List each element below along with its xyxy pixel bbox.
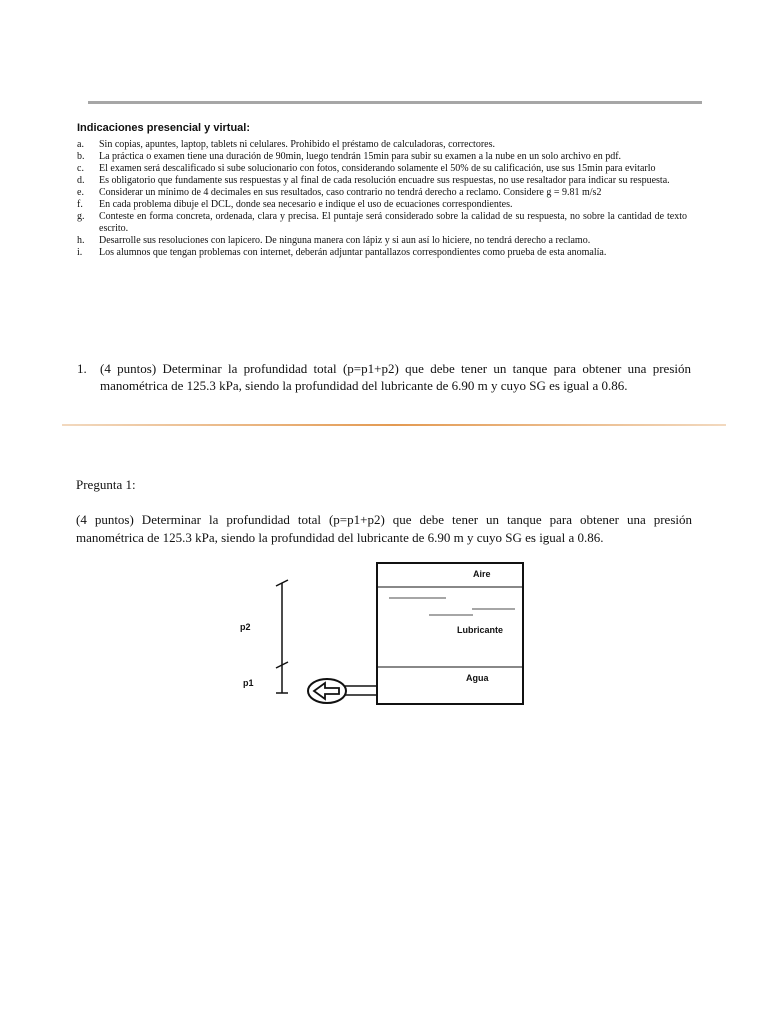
question-text: (4 puntos) Determinar la profundidad total (p=p1+p2) que debe tener un tanque para obtener una presión manométrica de 125.3 kPa, siendo la profundidad del lubricante de 6.90 m y cuyo SG es igual a 0.86.: [100, 361, 691, 393]
instruction-text: La práctica o examen tiene una duración de 90min, luego tendrán 15min para subir su examen a la nube en un solo archivo en pdf.: [99, 151, 622, 162]
instruction-item: [77, 247, 687, 259]
instruction-text: Sin copias, apuntes, laptop, tablets ni celulares. Prohibido el préstamo de calculadoras, correctores.: [99, 139, 495, 150]
instruction-letter: d.: [77, 175, 85, 186]
answer-section-title: Pregunta 1:: [76, 477, 136, 492]
instruction-text: Conteste en forma concreta, ordenada, clara y precisa. El puntaje será considerado sobre la calidad de su respuesta, no sobre la cantidad de texto escrito.: [99, 211, 687, 234]
question-1: [77, 360, 691, 394]
instruction-item: [77, 175, 687, 187]
instruction-letter: i.: [77, 247, 83, 258]
layer-lubricant-label: Lubricante: [457, 625, 504, 635]
answer-section-question: (4 puntos) Determinar la profundidad total (p=p1+p2) que debe tener un tanque para obtener una presión manométrica de 125.3 kPa, siendo la profundidad del lubricante de 6.90 m y cuyo SG es igual a 0.86.: [76, 512, 692, 545]
instruction-letter: a.: [77, 139, 84, 150]
instruction-text: Los alumnos que tengan problemas con internet, deberán adjuntar pantallazos correspondientes como prueba de esta anomalía.: [99, 247, 607, 258]
instruction-item: [77, 151, 687, 163]
instruction-item: [77, 163, 687, 175]
instruction-text: Considerar un mínimo de 4 decimales en sus resultados, caso contrario no tendrá derecho a reclamo. Considere g = 9.81 m/s2: [99, 187, 602, 198]
instruction-letter: c.: [77, 163, 84, 174]
tank-diagram: [230, 555, 530, 720]
instruction-item: [77, 139, 687, 151]
instruction-letter: h.: [77, 235, 85, 246]
layer-water-label: Agua: [466, 673, 489, 683]
instruction-letter: e.: [77, 187, 84, 198]
instruction-item: [77, 235, 687, 247]
tank-diagram-svg: [230, 555, 530, 715]
section-divider: [62, 424, 726, 426]
instruction-text: El examen será descalificado si sube solucionario con fotos, considerando solamente el 50% de su calificación, use sus 15min para evitarlo: [99, 163, 656, 174]
instruction-text: En cada problema dibuje el DCL, donde sea necesario e indique el uso de ecuaciones correspondientes.: [99, 199, 513, 210]
instruction-item: [77, 211, 687, 235]
instruction-item: [77, 187, 687, 199]
layer-air-label: Aire: [473, 569, 491, 579]
instruction-text: Es obligatorio que fundamente sus respuestas y al final de cada resolución encuadre sus respuestas, no use resaltador para indicar su respuesta.: [99, 175, 670, 186]
instruction-letter: f.: [77, 199, 83, 210]
instructions-list: [77, 139, 687, 259]
top-divider: [88, 101, 702, 104]
label-p1: p1: [243, 678, 254, 688]
instruction-text: Desarrolle sus resoluciones con lapicero. De ninguna manera con lápiz y si aun así lo hiciere, no tendrá derecho a reclamo.: [99, 235, 591, 246]
instruction-letter: g.: [77, 211, 85, 222]
instructions-heading: Indicaciones presencial y virtual:: [77, 122, 251, 134]
instruction-item: [77, 199, 687, 211]
label-p2: p2: [240, 622, 251, 632]
instruction-letter: b.: [77, 151, 85, 162]
question-number: 1.: [77, 361, 87, 376]
